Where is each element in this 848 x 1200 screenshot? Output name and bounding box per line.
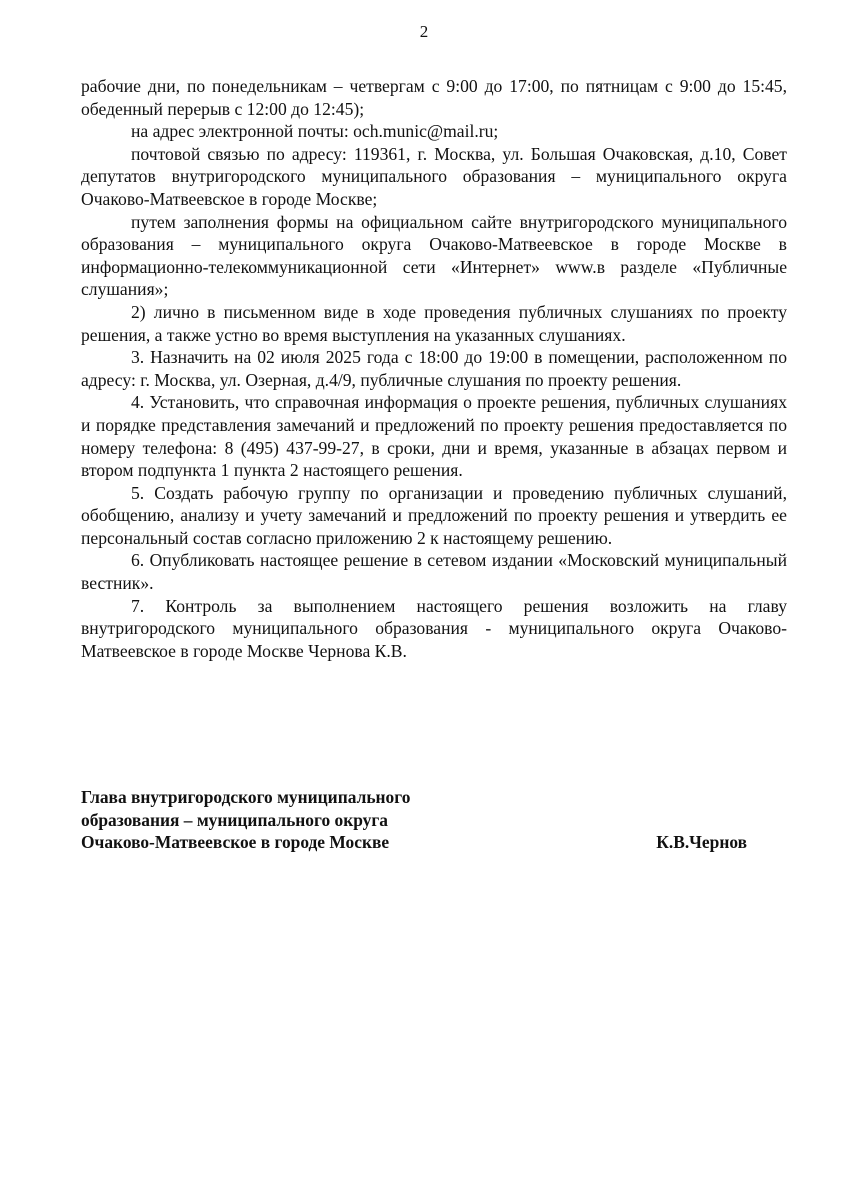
paragraph-item-4: 4. Установить, что справочная информация о проекте решения, публичных слушаниях и порядке представления замечаний и предложений по проекту решения предоставляется по номеру телефона: 8 (495) 437-99-27, в сроки, дни и время, указанные в абзацах первом и втором подпункта 1 пункта 2 настоящего решения. — [81, 392, 787, 481]
paragraph-item-7: 7. Контроль за выполнением настоящего решения возложить на главу внутригородского муниципального образования - муниципального округа Очаково-Матвеевское в городе Москве Чернова К.В. — [81, 595, 787, 661]
paragraph-item-3: 3. Назначить на 02 июля 2025 года с 18:00 до 19:00 в помещении, расположенном по адресу: г. Москва, ул. Озерная, д.4/9, публичные слушания по проекту решения. — [81, 347, 787, 390]
paragraph-item-5: 5. Создать рабочую группу по организации и проведению публичных слушаний, обобщению, анализу и учету замечаний и предложений по проекту решения и утвердить ее персональный состав согласно приложению 2 к настоящему решению. — [81, 482, 787, 548]
signature-block — [81, 786, 761, 854]
paragraph-item-6: 6. Опубликовать настоящее решение в сетевом издании «Московский муниципальный вестник». — [81, 550, 787, 594]
signature-name: К.В.Чернов — [656, 832, 747, 852]
paragraph-in-person: 2) лично в письменном виде в ходе проведения публичных слушаниях по проекту решения, а также устно во время выступления на указанных слушаниях. — [81, 301, 787, 345]
document-body — [81, 75, 787, 662]
signature-title-line: образования – муниципального округа — [81, 809, 388, 830]
paragraph-website-form: путем заполнения формы на официальном сайте внутригородского муниципального образования – муниципального округа Очаково-Матвеевское в городе Москве в информационно-телекоммуникационной сети «Интернет» www.в разделе «Публичные слушания»; — [81, 211, 787, 300]
paragraph-email: на адрес электронной почты: och.munic@mail.ru; — [131, 121, 499, 142]
signature-title-line: Глава внутригородского муниципального — [81, 787, 411, 807]
paragraph-working-hours: рабочие дни, по понедельникам – четвергам с 9:00 до 17:00, по пятницам с 9:00 до 15:45, обеденный перерыв с 12:00 до 12:45); — [81, 76, 787, 119]
signature-title-line: Очаково-Матвеевское в городе Москве — [81, 832, 390, 853]
paragraph-postal: почтовой связью по адресу: 119361, г. Москва, ул. Большая Очаковская, д.10, Совет депутатов внутригородского муниципального образования – муниципального округа Очаково-Матвеевское в городе Москве; — [81, 143, 787, 209]
page-number: 2 — [419, 22, 429, 41]
